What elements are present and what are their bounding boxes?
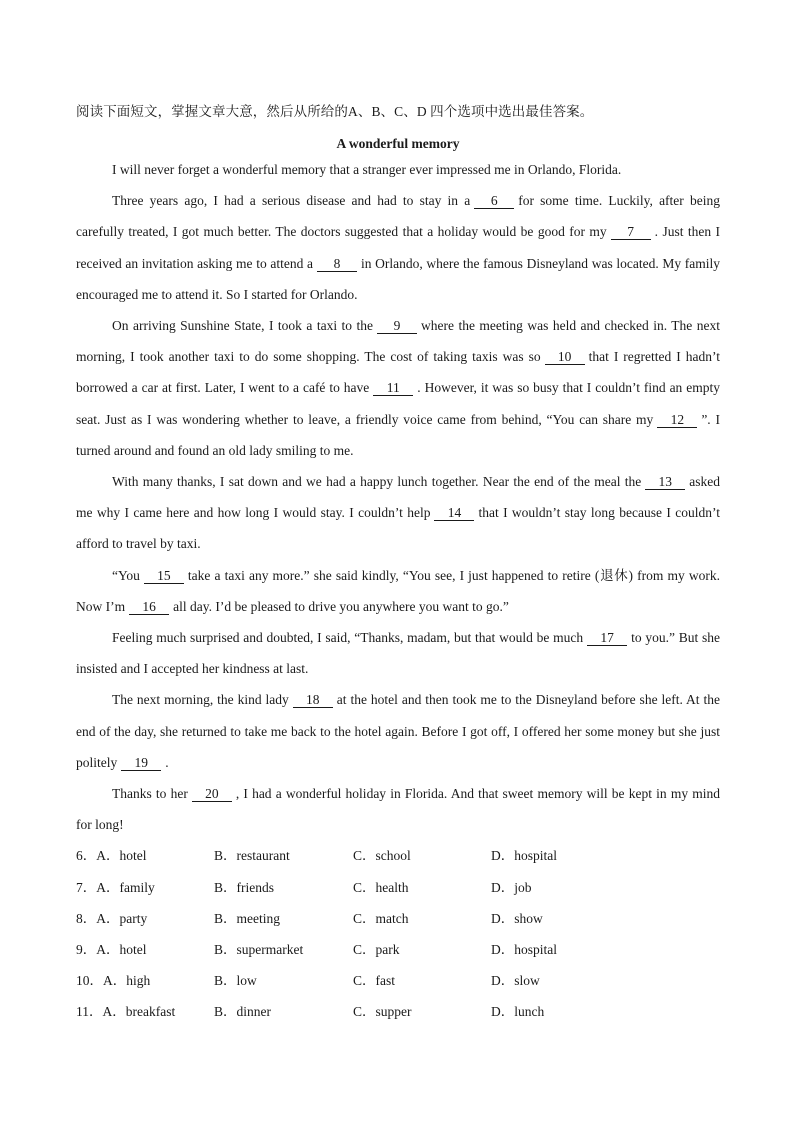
question-number: 11． bbox=[76, 1004, 103, 1020]
option-b[interactable]: B．low bbox=[214, 973, 257, 989]
text-run: . Just then I received an invitation asking me to attend a bbox=[76, 224, 721, 271]
document-page bbox=[76, 102, 720, 1028]
option-d[interactable]: D．slow bbox=[491, 973, 540, 989]
answer-blank[interactable]: 16 bbox=[129, 599, 169, 615]
text-run: With many thanks, I sat down and we had a happy lunch together. Near the end of the meal the bbox=[112, 474, 642, 490]
paragraph bbox=[76, 684, 720, 778]
question-number: 8． bbox=[76, 910, 97, 926]
answer-blank[interactable]: 17 bbox=[587, 630, 627, 646]
option-c[interactable]: C．fast bbox=[353, 973, 395, 989]
text-run: Thanks to her bbox=[112, 786, 188, 802]
option-b[interactable]: B．supermarket bbox=[214, 942, 304, 958]
question-options-row bbox=[76, 965, 720, 996]
text-run: On arriving Sunshine State, I took a taxi to the bbox=[112, 318, 374, 334]
answer-blank[interactable]: 14 bbox=[434, 505, 474, 521]
text-run: at the hotel and then took me to the Disneyland before she left. At the end of the day, she returned to take me back to the hotel again. Before I got off, I offered her some money but she just politely bbox=[76, 692, 720, 770]
answer-blank[interactable]: 18 bbox=[293, 692, 333, 708]
option-c[interactable]: C．school bbox=[353, 848, 411, 864]
paragraph bbox=[76, 154, 720, 185]
question-number: 6． bbox=[76, 848, 97, 864]
answer-blank[interactable]: 7 bbox=[611, 224, 651, 240]
answer-blank[interactable]: 10 bbox=[545, 349, 585, 365]
text-run: asked me why I came here and how long I would stay. I couldn’t help bbox=[76, 474, 720, 521]
option-c[interactable]: C．park bbox=[353, 942, 400, 958]
question-number: 9． bbox=[76, 942, 97, 958]
text-run: that I regretted I hadn’t borrowed a car at first. Later, I went to a café to have bbox=[76, 349, 720, 396]
text-run: “You bbox=[112, 567, 140, 583]
question-number: 7． bbox=[76, 879, 97, 895]
paragraph bbox=[76, 560, 720, 622]
text-run: that I wouldn’t stay long because I couldn’t afford to travel by taxi. bbox=[76, 505, 720, 552]
option-b[interactable]: B．dinner bbox=[214, 1004, 271, 1020]
option-c[interactable]: C．supper bbox=[353, 1004, 412, 1020]
option-b[interactable]: B．meeting bbox=[214, 910, 280, 926]
text-run: Feeling much surprised and doubted, I said, “Thanks, madam, but that would be much bbox=[112, 630, 584, 646]
answer-blank[interactable]: 20 bbox=[192, 786, 232, 802]
answer-blank[interactable]: 13 bbox=[645, 474, 685, 490]
option-b[interactable]: B．friends bbox=[214, 879, 274, 895]
paragraph bbox=[76, 310, 720, 466]
option-a[interactable]: 11．A．breakfast bbox=[76, 1004, 176, 1020]
option-a[interactable]: 7．A．family bbox=[76, 879, 155, 895]
passage-title: A wonderful memory bbox=[336, 136, 460, 151]
option-d[interactable]: D．hospital bbox=[491, 942, 557, 958]
text-run: Three years ago, I had a serious disease and had to stay in a bbox=[112, 193, 471, 209]
text-run: ”. I turned around and found an old lady smiling to me. bbox=[76, 411, 720, 458]
text-run: in Orlando, where the famous Disneyland was located. My family encouraged me to attend it. So I started for Orlando. bbox=[76, 255, 721, 302]
text-run: . However, it was so busy that I couldn’t find an empty seat. Just as I was wondering whether to leave, a friendly voice came from behind, “You can share my bbox=[76, 380, 720, 427]
passage-body bbox=[76, 154, 720, 840]
question-options-row bbox=[76, 872, 720, 903]
text-run: I will never forget a wonderful memory that a stranger ever impressed me in Orlando, Florida. bbox=[112, 162, 622, 177]
answer-blank[interactable]: 12 bbox=[657, 412, 697, 428]
option-c[interactable]: C．match bbox=[353, 910, 409, 926]
option-a[interactable]: 10．A．high bbox=[76, 973, 151, 989]
text-run: take a taxi any more.” she said kindly, “You see, I just happened to retire (退休) from my work. Now I’m bbox=[76, 567, 720, 614]
paragraph bbox=[76, 185, 720, 310]
option-d[interactable]: D．show bbox=[491, 910, 543, 926]
text-run: for some time. Luckily, after being carefully treated, I got much better. The doctors suggested that a holiday would be good for my bbox=[76, 193, 720, 240]
paragraph bbox=[76, 778, 720, 840]
question-number: 10． bbox=[76, 973, 103, 989]
question-options-row bbox=[76, 996, 720, 1027]
text-run: all day. I’d be pleased to drive you anywhere you want to go.” bbox=[173, 598, 509, 614]
instruction-text: 阅读下面短文，掌握文章大意，然后从所给的A、B、C、D 四个选项中选出最佳答案。 bbox=[76, 104, 594, 119]
option-a[interactable]: 6．A．hotel bbox=[76, 848, 147, 864]
answer-blank[interactable]: 19 bbox=[121, 755, 161, 771]
options-list bbox=[76, 840, 720, 1027]
question-options-row bbox=[76, 840, 720, 871]
option-b[interactable]: B．restaurant bbox=[214, 848, 290, 864]
option-d[interactable]: D．hospital bbox=[491, 848, 557, 864]
text-run: to you.” But she insisted and I accepted her kindness at last. bbox=[76, 630, 721, 677]
option-a[interactable]: 8．A．party bbox=[76, 910, 148, 926]
text-run: , I had a wonderful holiday in Florida. And that sweet memory will be kept in my mind for long! bbox=[76, 786, 721, 833]
text-run: . bbox=[165, 754, 169, 770]
answer-blank[interactable]: 6 bbox=[474, 193, 514, 209]
paragraph bbox=[76, 622, 720, 684]
question-options-row bbox=[76, 903, 720, 934]
text-run: where the meeting was held and checked in. The next morning, I took another taxi to do some shopping. The cost of taking taxis was so bbox=[76, 318, 720, 365]
answer-blank[interactable]: 15 bbox=[144, 568, 184, 584]
option-a[interactable]: 9．A．hotel bbox=[76, 942, 147, 958]
answer-blank[interactable]: 11 bbox=[373, 380, 413, 396]
question-options-row bbox=[76, 934, 720, 965]
answer-blank[interactable]: 9 bbox=[377, 318, 417, 334]
option-d[interactable]: D．job bbox=[491, 879, 532, 895]
answer-blank[interactable]: 8 bbox=[317, 256, 357, 272]
option-d[interactable]: D．lunch bbox=[491, 1004, 545, 1020]
option-c[interactable]: C．health bbox=[353, 879, 409, 895]
text-run: The next morning, the kind lady bbox=[112, 692, 289, 708]
paragraph bbox=[76, 466, 720, 560]
